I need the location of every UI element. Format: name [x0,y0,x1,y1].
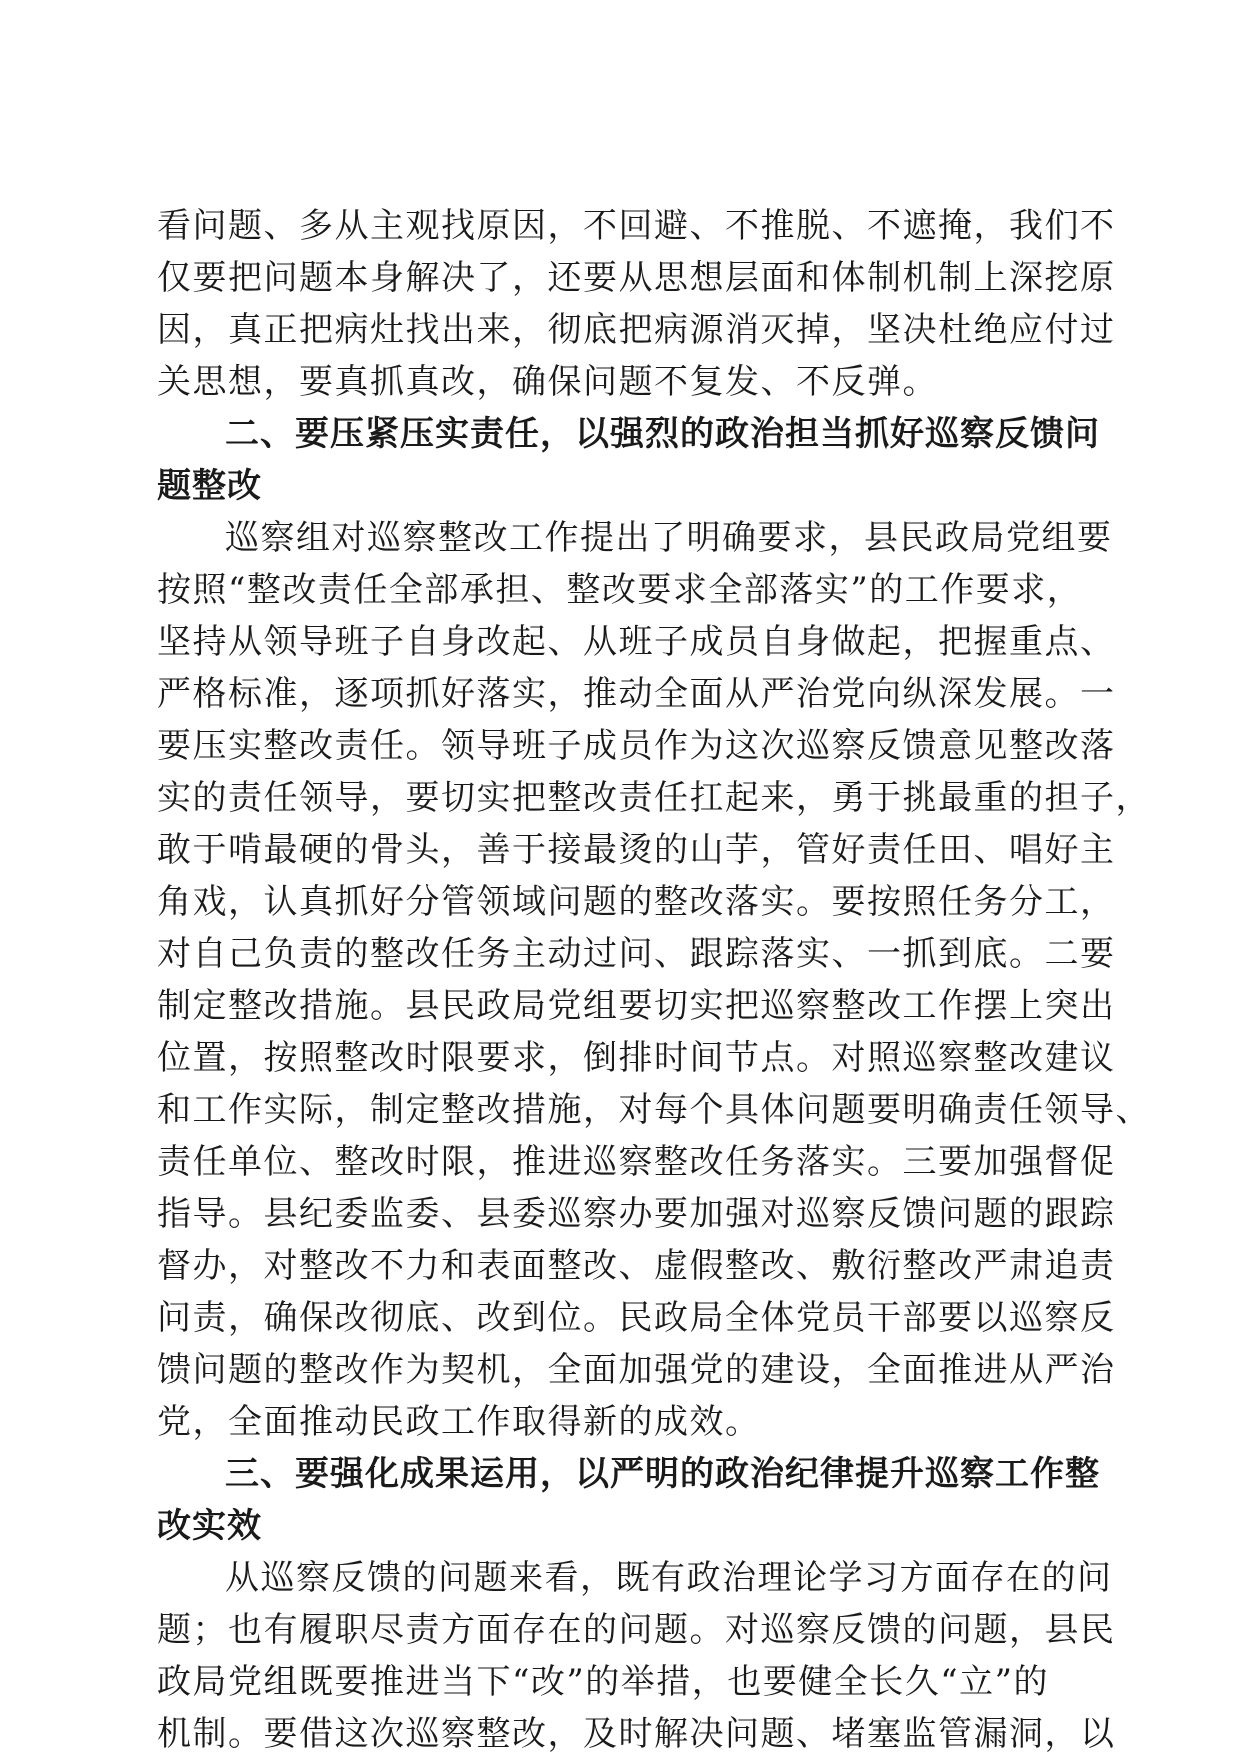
section2-line: 位置，按照整改时限要求，倒排时间节点。对照巡察整改建议 [157,1038,1116,1078]
section3-line: 政局党组既要推进当下“改”的举措，也要健全长久“立”的 [157,1662,1050,1702]
section2-line: 要压实整改责任。领导班子成员作为这次巡察反馈意见整改落 [157,726,1116,766]
section3-line: 从巡察反馈的问题来看，既有政治理论学习方面存在的问 [225,1558,1113,1598]
section2-line: 巡察组对巡察整改工作提出了明确要求，县民政局党组要 [225,518,1113,558]
section3-line: 机制。要借这次巡察整改，及时解决问题、堵塞监管漏洞，以 [157,1714,1116,1754]
section2-heading: 题整改 [157,466,262,506]
section2-line: 对自己负责的整改任务主动过问、跟踪落实、一抓到底。二要 [157,934,1116,974]
section2-line: 党，全面推动民政工作取得新的成效。 [157,1402,761,1442]
intro-line: 仅要把问题本身解决了，还要从思想层面和体制机制上深挖原 [157,258,1116,298]
intro-line: 因，真正把病灶找出来，彻底把病源消灭掉，坚决杜绝应付过 [157,310,1116,350]
intro-line: 关思想，要真抓真改，确保问题不复发、不反弹。 [157,362,938,402]
section2-line: 馈问题的整改作为契机，全面加强党的建设，全面推进从严治 [157,1350,1116,1390]
section3-heading: 改实效 [157,1506,262,1546]
section2-heading: 二、要压紧压实责任，以强烈的政治担当抓好巡察反馈问 [225,414,1100,454]
document-body [157,200,1151,1760]
section2-line: 问责，确保改彻底、改到位。民政局全体党员干部要以巡察反 [157,1298,1116,1338]
section3-line: 题；也有履职尽责方面存在的问题。对巡察反馈的问题，县民 [157,1610,1116,1650]
section3-heading: 三、要强化成果运用，以严明的政治纪律提升巡察工作整 [225,1454,1100,1494]
section2-line: 敢于啃最硬的骨头，善于接最烫的山芋，管好责任田、唱好主 [157,830,1116,870]
section2-line: 督办，对整改不力和表面整改、虚假整改、敷衍整改严肃追责 [157,1246,1116,1286]
section2-line: 严格标准，逐项抓好落实，推动全面从严治党向纵深发展。一 [157,674,1116,714]
section2-line: 实的责任领导，要切实把整改责任扛起来，勇于挑最重的担子， [157,778,1151,818]
section2-line: 制定整改措施。县民政局党组要切实把巡察整改工作摆上突出 [157,986,1116,1026]
section2-line: 责任单位、整改时限，推进巡察整改任务落实。三要加强督促 [157,1142,1116,1182]
section2-line: 和工作实际，制定整改措施，对每个具体问题要明确责任领导、 [157,1090,1151,1130]
section2-line: 角戏，认真抓好分管领域问题的整改落实。要按照任务分工， [157,882,1116,922]
section2-line: 指导。县纪委监委、县委巡察办要加强对巡察反馈问题的跟踪 [157,1194,1116,1234]
section2-line: 坚持从领导班子自身改起、从班子成员自身做起，把握重点、 [157,622,1116,662]
intro-line: 看问题、多从主观找原因，不回避、不推脱、不遮掩，我们不 [157,206,1116,246]
section2-line: 按照“整改责任全部承担、整改要求全部落实”的工作要求， [157,570,1083,610]
